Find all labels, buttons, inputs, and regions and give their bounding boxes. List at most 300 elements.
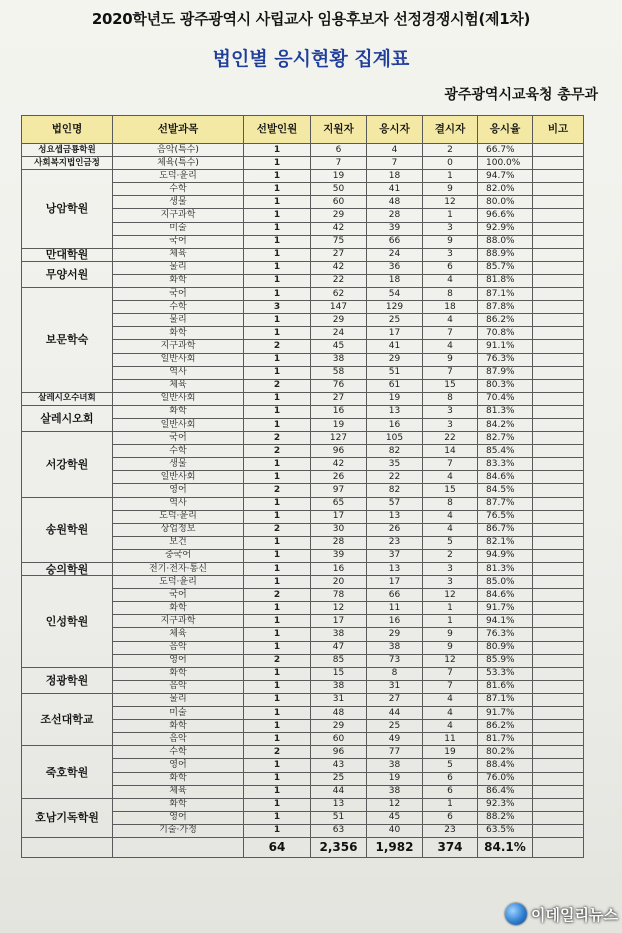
cell-examinees: 26 <box>367 523 423 536</box>
cell-absent: 7 <box>423 327 478 340</box>
cell-absent: 3 <box>423 576 478 589</box>
cell-remarks <box>533 301 584 314</box>
institution-name: 숭의학원 <box>22 563 113 576</box>
cell-applicants: 17 <box>311 510 367 523</box>
cell-remarks <box>533 314 584 327</box>
cell-rate: 94.1% <box>478 615 533 628</box>
cell-applicants: 62 <box>311 288 367 301</box>
cell-subject: 지구과학 <box>113 340 244 353</box>
cell-examinees: 41 <box>367 183 423 196</box>
cell-subject: 전기·전자·통신 <box>113 563 244 576</box>
cell-applicants: 20 <box>311 576 367 589</box>
cell-absent: 6 <box>423 811 478 824</box>
cell-absent: 0 <box>423 157 478 170</box>
cell-applicants: 60 <box>311 196 367 209</box>
cell-rate: 82.0% <box>478 183 533 196</box>
cell-examinees: 38 <box>367 759 423 772</box>
col-header-rate: 응시율 <box>478 116 533 144</box>
cell-absent: 12 <box>423 654 478 667</box>
cell-subject: 국어 <box>113 235 244 248</box>
cell-rate: 85.4% <box>478 445 533 458</box>
cell-applicants: 127 <box>311 432 367 445</box>
cell-rate: 88.0% <box>478 235 533 248</box>
cell-examinees: 129 <box>367 301 423 314</box>
cell-selected: 1 <box>244 536 311 549</box>
cell-absent: 6 <box>423 785 478 798</box>
cell-remarks <box>533 196 584 209</box>
cell-applicants: 42 <box>311 222 367 235</box>
cell-selected: 1 <box>244 314 311 327</box>
cell-absent: 4 <box>423 274 478 287</box>
cell-remarks <box>533 157 584 170</box>
institution-name: 살레시오회 <box>22 405 113 431</box>
cell-applicants: 47 <box>311 641 367 654</box>
cell-remarks <box>533 144 584 157</box>
institution-name: 인성학원 <box>22 576 113 668</box>
cell-subject: 수학 <box>113 301 244 314</box>
cell-examinees: 66 <box>367 235 423 248</box>
cell-examinees: 12 <box>367 798 423 811</box>
document-subtitle: 법인별 응시현황 집계표 <box>212 48 410 70</box>
table-row <box>22 288 584 301</box>
cell-subject: 물리 <box>113 261 244 274</box>
cell-examinees: 18 <box>367 274 423 287</box>
cell-applicants: 96 <box>311 445 367 458</box>
cell-absent: 4 <box>423 720 478 733</box>
cell-absent: 7 <box>423 667 478 680</box>
cell-examinees: 45 <box>367 811 423 824</box>
cell-examinees: 39 <box>367 222 423 235</box>
cell-examinees: 19 <box>367 772 423 785</box>
cell-examinees: 48 <box>367 196 423 209</box>
cell-rate: 80.0% <box>478 196 533 209</box>
cell-subject: 화학 <box>113 772 244 785</box>
cell-selected: 1 <box>244 576 311 589</box>
institution-name: 성요셉금룡학원 <box>22 144 113 157</box>
cell-rate: 91.1% <box>478 340 533 353</box>
cell-rate: 76.0% <box>478 772 533 785</box>
cell-applicants: 78 <box>311 589 367 602</box>
cell-applicants: 27 <box>311 392 367 405</box>
cell-absent: 9 <box>423 628 478 641</box>
cell-subject: 화학 <box>113 327 244 340</box>
cell-selected: 2 <box>244 432 311 445</box>
cell-absent: 3 <box>423 222 478 235</box>
cell-examinees: 41 <box>367 340 423 353</box>
cell-subject: 일반사회 <box>113 392 244 405</box>
cell-remarks <box>533 327 584 340</box>
cell-selected: 2 <box>244 654 311 667</box>
cell-remarks <box>533 366 584 379</box>
cell-selected: 2 <box>244 746 311 759</box>
cell-selected: 1 <box>244 549 311 562</box>
cell-applicants: 29 <box>311 209 367 222</box>
cell-remarks <box>533 497 584 510</box>
cell-selected: 1 <box>244 641 311 654</box>
cell-absent: 23 <box>423 824 478 837</box>
cell-remarks <box>533 340 584 353</box>
cell-rate: 86.2% <box>478 314 533 327</box>
cell-applicants: 29 <box>311 720 367 733</box>
cell-absent: 9 <box>423 353 478 366</box>
cell-remarks <box>533 615 584 628</box>
cell-examinees: 24 <box>367 248 423 261</box>
cell-subject: 체육 <box>113 379 244 392</box>
cell-examinees: 77 <box>367 746 423 759</box>
cell-applicants: 28 <box>311 536 367 549</box>
cell-rate: 81.3% <box>478 405 533 418</box>
cell-rate: 85.9% <box>478 654 533 667</box>
cell-subject: 미술 <box>113 222 244 235</box>
cell-rate: 92.9% <box>478 222 533 235</box>
cell-selected: 1 <box>244 144 311 157</box>
cell-subject: 영어 <box>113 759 244 772</box>
cell-applicants: 6 <box>311 144 367 157</box>
cell-applicants: 13 <box>311 798 367 811</box>
cell-remarks <box>533 772 584 785</box>
cell-absent: 4 <box>423 523 478 536</box>
cell-absent: 4 <box>423 510 478 523</box>
institution-name: 죽호학원 <box>22 746 113 798</box>
cell-selected: 1 <box>244 811 311 824</box>
cell-absent: 3 <box>423 418 478 431</box>
cell-selected: 1 <box>244 170 311 183</box>
cell-rate: 82.1% <box>478 536 533 549</box>
cell-examinees: 57 <box>367 497 423 510</box>
cell-examinees: 4 <box>367 144 423 157</box>
institution-name: 만대학원 <box>22 248 113 261</box>
institution-name: 호남기독학원 <box>22 798 113 837</box>
cell-remarks <box>533 510 584 523</box>
cell-selected: 1 <box>244 615 311 628</box>
col-header-remarks: 비고 <box>533 116 584 144</box>
cell-selected: 1 <box>244 667 311 680</box>
cell-examinees: 29 <box>367 628 423 641</box>
cell-subject: 영어 <box>113 811 244 824</box>
cell-rate: 81.7% <box>478 733 533 746</box>
cell-subject: 음악 <box>113 641 244 654</box>
cell-selected: 1 <box>244 628 311 641</box>
cell-examinees: 13 <box>367 510 423 523</box>
totals-label-cell <box>22 837 113 857</box>
cell-rate: 88.4% <box>478 759 533 772</box>
cell-selected: 1 <box>244 707 311 720</box>
institution-name: 송원학원 <box>22 497 113 562</box>
cell-absent: 4 <box>423 340 478 353</box>
cell-selected: 1 <box>244 759 311 772</box>
cell-rate: 81.3% <box>478 563 533 576</box>
cell-rate: 80.9% <box>478 641 533 654</box>
cell-absent: 1 <box>423 170 478 183</box>
cell-remarks <box>533 589 584 602</box>
cell-rate: 83.3% <box>478 458 533 471</box>
cell-subject: 미술 <box>113 707 244 720</box>
cell-selected: 1 <box>244 222 311 235</box>
cell-examinees: 17 <box>367 576 423 589</box>
cell-subject: 체육(특수) <box>113 157 244 170</box>
cell-remarks <box>533 576 584 589</box>
cell-selected: 1 <box>244 563 311 576</box>
cell-selected: 1 <box>244 353 311 366</box>
cell-rate: 85.0% <box>478 576 533 589</box>
cell-absent: 5 <box>423 536 478 549</box>
cell-subject: 지구과학 <box>113 615 244 628</box>
cell-selected: 1 <box>244 602 311 615</box>
cell-selected: 2 <box>244 445 311 458</box>
table-row <box>22 157 584 170</box>
cell-applicants: 76 <box>311 379 367 392</box>
cell-remarks <box>533 353 584 366</box>
cell-remarks <box>533 418 584 431</box>
cell-applicants: 45 <box>311 340 367 353</box>
cell-applicants: 22 <box>311 274 367 287</box>
cell-subject: 국어 <box>113 432 244 445</box>
cell-selected: 1 <box>244 209 311 222</box>
cell-applicants: 147 <box>311 301 367 314</box>
cell-examinees: 28 <box>367 209 423 222</box>
table-row <box>22 576 584 589</box>
cell-absent: 12 <box>423 589 478 602</box>
cell-applicants: 17 <box>311 615 367 628</box>
cell-absent: 3 <box>423 248 478 261</box>
cell-selected: 1 <box>244 720 311 733</box>
cell-subject: 화학 <box>113 274 244 287</box>
cell-subject: 지구과학 <box>113 209 244 222</box>
cell-subject: 역사 <box>113 497 244 510</box>
cell-remarks <box>533 183 584 196</box>
cell-remarks <box>533 654 584 667</box>
table-row <box>22 667 584 680</box>
cell-selected: 1 <box>244 471 311 484</box>
cell-rate: 86.4% <box>478 785 533 798</box>
table-row <box>22 563 584 576</box>
table-row <box>22 405 584 418</box>
cell-remarks <box>533 405 584 418</box>
cell-rate: 84.2% <box>478 418 533 431</box>
cell-remarks <box>533 248 584 261</box>
cell-examinees: 37 <box>367 549 423 562</box>
cell-applicants: 42 <box>311 261 367 274</box>
cell-rate: 86.7% <box>478 523 533 536</box>
cell-absent: 9 <box>423 235 478 248</box>
cell-remarks <box>533 274 584 287</box>
cell-rate: 87.7% <box>478 497 533 510</box>
cell-examinees: 31 <box>367 680 423 693</box>
cell-rate: 84.5% <box>478 484 533 497</box>
cell-rate: 84.6% <box>478 471 533 484</box>
cell-subject: 체육 <box>113 785 244 798</box>
cell-rate: 87.8% <box>478 301 533 314</box>
cell-remarks <box>533 707 584 720</box>
cell-applicants: 42 <box>311 458 367 471</box>
cell-subject: 도덕·윤리 <box>113 510 244 523</box>
cell-subject: 화학 <box>113 720 244 733</box>
cell-selected: 1 <box>244 680 311 693</box>
cell-subject: 일반사회 <box>113 353 244 366</box>
totals-row <box>22 837 584 857</box>
cell-applicants: 51 <box>311 811 367 824</box>
cell-examinees: 105 <box>367 432 423 445</box>
cell-applicants: 16 <box>311 405 367 418</box>
cell-absent: 7 <box>423 366 478 379</box>
cell-rate: 100.0% <box>478 157 533 170</box>
cell-rate: 70.8% <box>478 327 533 340</box>
cell-remarks <box>533 811 584 824</box>
cell-examinees: 16 <box>367 615 423 628</box>
cell-subject: 일반사회 <box>113 418 244 431</box>
cell-remarks <box>533 785 584 798</box>
cell-remarks <box>533 693 584 706</box>
cell-subject: 수학 <box>113 746 244 759</box>
cell-selected: 1 <box>244 497 311 510</box>
cell-absent: 4 <box>423 693 478 706</box>
cell-selected: 3 <box>244 301 311 314</box>
col-header-examinees: 응시자 <box>367 116 423 144</box>
cell-examinees: 16 <box>367 418 423 431</box>
cell-examinees: 17 <box>367 327 423 340</box>
cell-applicants: 31 <box>311 693 367 706</box>
cell-remarks <box>533 563 584 576</box>
cell-absent: 1 <box>423 602 478 615</box>
cell-rate: 92.3% <box>478 798 533 811</box>
cell-remarks <box>533 235 584 248</box>
cell-subject: 기술·가정 <box>113 824 244 837</box>
cell-absent: 4 <box>423 471 478 484</box>
news-watermark <box>505 903 618 925</box>
cell-applicants: 19 <box>311 170 367 183</box>
cell-remarks <box>533 170 584 183</box>
table-row <box>22 261 584 274</box>
cell-subject: 화학 <box>113 667 244 680</box>
cell-remarks <box>533 288 584 301</box>
cell-remarks <box>533 484 584 497</box>
cell-absent: 11 <box>423 733 478 746</box>
cell-remarks <box>533 667 584 680</box>
cell-rate: 88.9% <box>478 248 533 261</box>
cell-absent: 9 <box>423 641 478 654</box>
cell-subject: 음악 <box>113 680 244 693</box>
cell-absent: 1 <box>423 615 478 628</box>
cell-applicants: 58 <box>311 366 367 379</box>
cell-absent: 9 <box>423 183 478 196</box>
cell-examinees: 38 <box>367 641 423 654</box>
cell-examinees: 29 <box>367 353 423 366</box>
cell-applicants: 48 <box>311 707 367 720</box>
institution-name: 서강학원 <box>22 432 113 497</box>
cell-rate: 81.8% <box>478 274 533 287</box>
cell-applicants: 97 <box>311 484 367 497</box>
table-header-row <box>22 116 584 144</box>
cell-subject: 영어 <box>113 484 244 497</box>
cell-selected: 1 <box>244 510 311 523</box>
cell-absent: 8 <box>423 392 478 405</box>
col-header-applicants: 지원자 <box>311 116 367 144</box>
cell-absent: 2 <box>423 549 478 562</box>
cell-subject: 중국어 <box>113 549 244 562</box>
summary-table <box>21 115 584 858</box>
cell-applicants: 19 <box>311 418 367 431</box>
table-row <box>22 746 584 759</box>
institution-name: 낭암학원 <box>22 170 113 249</box>
cell-rate: 84.6% <box>478 589 533 602</box>
document-title: 2020학년도 광주광역시 사립교사 임용후보자 선정경쟁시험(제1차) <box>91 10 531 28</box>
col-header-subject: 선발과목 <box>113 116 244 144</box>
table-row <box>22 497 584 510</box>
cell-remarks <box>533 641 584 654</box>
cell-applicants: 75 <box>311 235 367 248</box>
cell-examinees: 51 <box>367 366 423 379</box>
cell-selected: 2 <box>244 523 311 536</box>
cell-examinees: 13 <box>367 563 423 576</box>
cell-subject: 물리 <box>113 314 244 327</box>
cell-applicants: 44 <box>311 785 367 798</box>
total-selected: 64 <box>244 837 311 857</box>
cell-subject: 생물 <box>113 458 244 471</box>
cell-remarks <box>533 602 584 615</box>
cell-selected: 1 <box>244 248 311 261</box>
cell-subject: 화학 <box>113 798 244 811</box>
cell-examinees: 38 <box>367 785 423 798</box>
cell-applicants: 12 <box>311 602 367 615</box>
summary-table-container <box>21 115 584 858</box>
cell-applicants: 50 <box>311 183 367 196</box>
cell-applicants: 25 <box>311 772 367 785</box>
cell-absent: 3 <box>423 405 478 418</box>
cell-absent: 2 <box>423 144 478 157</box>
total-applicants: 2,356 <box>311 837 367 857</box>
cell-remarks <box>533 628 584 641</box>
cell-rate: 87.9% <box>478 366 533 379</box>
cell-examinees: 27 <box>367 693 423 706</box>
cell-rate: 76.3% <box>478 353 533 366</box>
cell-remarks <box>533 222 584 235</box>
cell-selected: 1 <box>244 261 311 274</box>
cell-absent: 1 <box>423 209 478 222</box>
cell-examinees: 49 <box>367 733 423 746</box>
total-examinees: 1,982 <box>367 837 423 857</box>
cell-remarks <box>533 759 584 772</box>
cell-rate: 94.9% <box>478 549 533 562</box>
cell-selected: 1 <box>244 288 311 301</box>
cell-applicants: 38 <box>311 353 367 366</box>
cell-subject: 물리 <box>113 693 244 706</box>
cell-applicants: 27 <box>311 248 367 261</box>
cell-absent: 6 <box>423 772 478 785</box>
cell-absent: 1 <box>423 798 478 811</box>
cell-selected: 2 <box>244 589 311 602</box>
cell-absent: 7 <box>423 458 478 471</box>
cell-rate: 80.2% <box>478 746 533 759</box>
cell-absent: 15 <box>423 484 478 497</box>
cell-applicants: 24 <box>311 327 367 340</box>
cell-subject: 화학 <box>113 405 244 418</box>
col-header-selected: 선발인원 <box>244 116 311 144</box>
cell-examinees: 35 <box>367 458 423 471</box>
cell-subject: 역사 <box>113 366 244 379</box>
table-row <box>22 248 584 261</box>
cell-selected: 2 <box>244 340 311 353</box>
cell-absent: 18 <box>423 301 478 314</box>
cell-subject: 화학 <box>113 602 244 615</box>
cell-subject: 국어 <box>113 589 244 602</box>
cell-applicants: 7 <box>311 157 367 170</box>
cell-absent: 22 <box>423 432 478 445</box>
cell-rate: 82.7% <box>478 432 533 445</box>
table-row <box>22 693 584 706</box>
table-row <box>22 392 584 405</box>
cell-applicants: 16 <box>311 563 367 576</box>
cell-absent: 5 <box>423 759 478 772</box>
